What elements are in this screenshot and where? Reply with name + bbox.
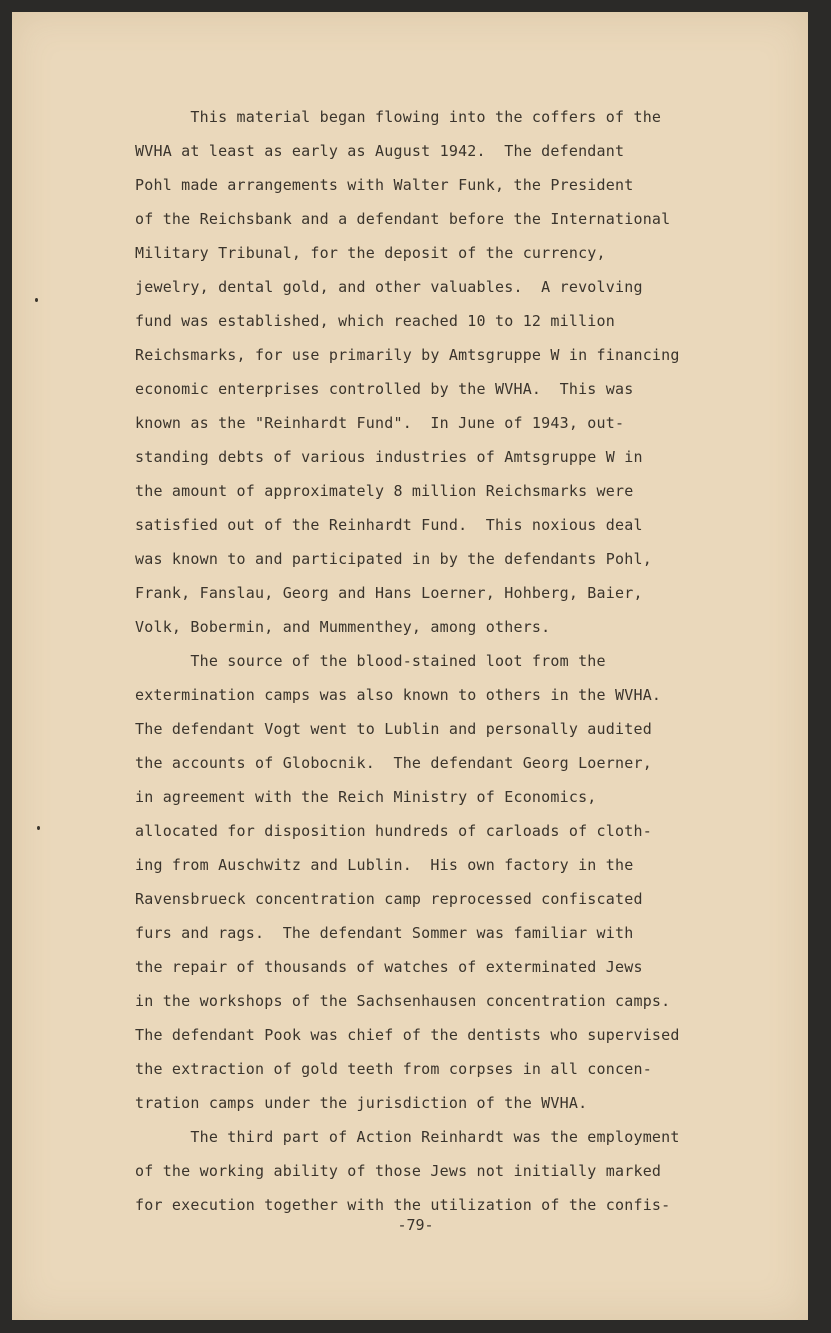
- text-line: furs and rags. The defendant Sommer was familiar with: [135, 924, 634, 942]
- text-line: satisfied out of the Reinhardt Fund. This noxious deal: [135, 516, 643, 534]
- text-line: This material began flowing into the coffers of the: [135, 108, 662, 126]
- text-line: The third part of Action Reinhardt was the employment: [135, 1128, 680, 1146]
- margin-speck: [35, 298, 38, 302]
- text-line: ing from Auschwitz and Lublin. His own factory in the: [135, 856, 634, 874]
- text-line: allocated for disposition hundreds of carloads of cloth-: [135, 822, 652, 840]
- text-line: for execution together with the utilization of the confis-: [135, 1196, 671, 1214]
- page-number: -79-: [397, 1216, 434, 1234]
- text-line: was known to and participated in by the defendants Pohl,: [135, 550, 652, 568]
- margin-speck: [37, 826, 40, 830]
- text-line: fund was established, which reached 10 to 12 million: [135, 312, 615, 330]
- text-line: Frank, Fanslau, Georg and Hans Loerner, Hohberg, Baier,: [135, 584, 643, 602]
- text-line: Reichsmarks, for use primarily by Amtsgruppe W in financing: [135, 346, 680, 364]
- text-line: The defendant Vogt went to Lublin and personally audited: [135, 720, 652, 738]
- text-line: known as the "Reinhardt Fund". In June of 1943, out-: [135, 414, 625, 432]
- body-text: [135, 100, 755, 1222]
- text-line: tration camps under the jurisdiction of the WVHA.: [135, 1094, 588, 1112]
- text-line: The defendant Pook was chief of the dentists who supervised: [135, 1026, 680, 1044]
- text-line: The source of the blood-stained loot from the: [135, 652, 606, 670]
- text-line: standing debts of various industries of Amtsgruppe W in: [135, 448, 643, 466]
- text-line: Pohl made arrangements with Walter Funk, the President: [135, 176, 634, 194]
- text-line: economic enterprises controlled by the WVHA. This was: [135, 380, 634, 398]
- text-line: in agreement with the Reich Ministry of Economics,: [135, 788, 597, 806]
- text-line: WVHA at least as early as August 1942. The defendant: [135, 142, 625, 160]
- text-line: jewelry, dental gold, and other valuables. A revolving: [135, 278, 643, 296]
- text-line: the extraction of gold teeth from corpses in all concen-: [135, 1060, 652, 1078]
- text-line: in the workshops of the Sachsenhausen concentration camps.: [135, 992, 671, 1010]
- text-line: the amount of approximately 8 million Reichsmarks were: [135, 482, 634, 500]
- text-line: Volk, Bobermin, and Mummenthey, among others.: [135, 618, 551, 636]
- text-line: Ravensbrueck concentration camp reprocessed confiscated: [135, 890, 643, 908]
- text-line: the repair of thousands of watches of exterminated Jews: [135, 958, 643, 976]
- text-line: of the Reichsbank and a defendant before the International: [135, 210, 671, 228]
- text-line: Military Tribunal, for the deposit of the currency,: [135, 244, 606, 262]
- text-line: of the working ability of those Jews not initially marked: [135, 1162, 662, 1180]
- text-line: extermination camps was also known to others in the WVHA.: [135, 686, 662, 704]
- text-line: the accounts of Globocnik. The defendant Georg Loerner,: [135, 754, 652, 772]
